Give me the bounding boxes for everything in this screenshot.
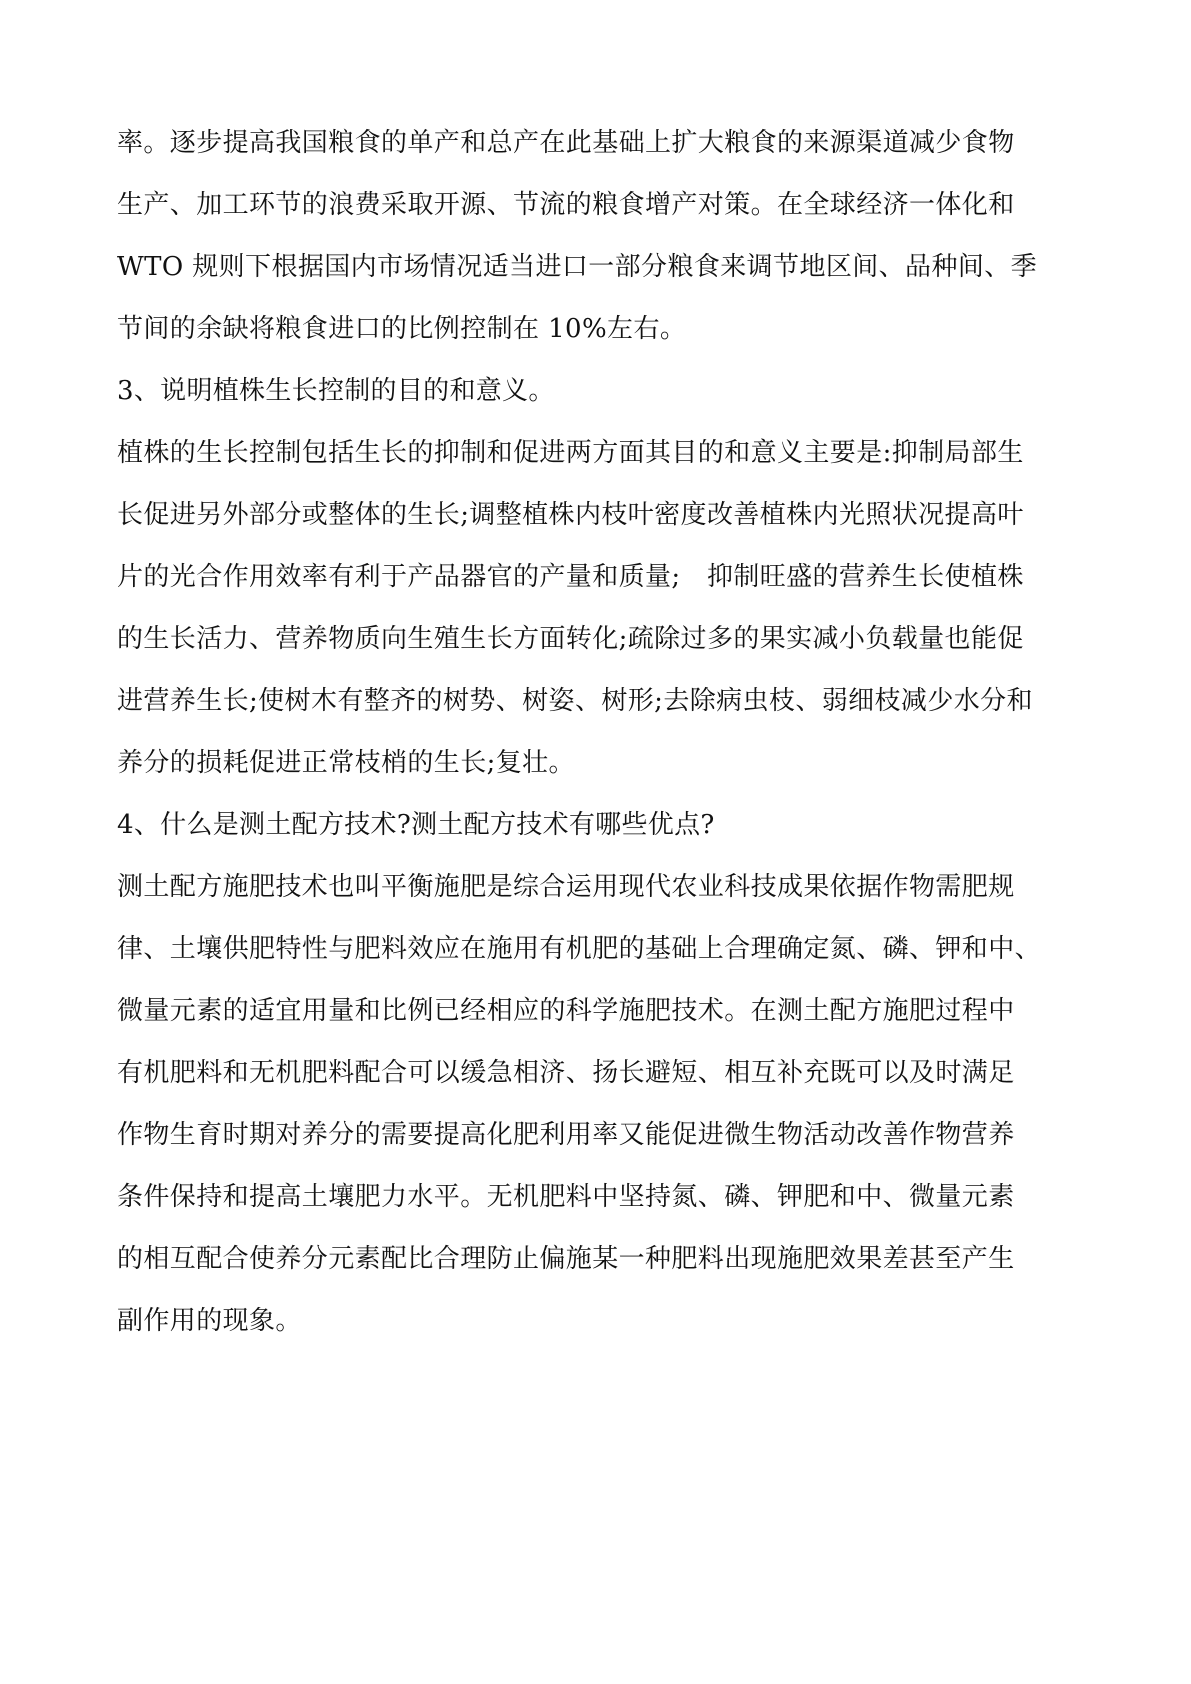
text-line: 测土配方施肥技术也叫平衡施肥是综合运用现代农业科技成果依据作物需肥规	[117, 872, 1015, 902]
text-line: 作物生育时期对养分的需要提高化肥利用率又能促进微生物活动改善作物营养	[117, 1120, 1015, 1150]
text-line: 生产、加工环节的浪费采取开源、节流的粮食增产对策。在全球经济一体化和	[117, 190, 1015, 220]
text-line: 副作用的现象。	[117, 1306, 302, 1336]
question-heading: 3、说明植株生长控制的目的和意义。	[117, 376, 555, 406]
question-heading: 4、什么是测土配方技术?测土配方技术有哪些优点?	[117, 810, 715, 840]
text-line: 片的光合作用效率有利于产品器官的产量和质量; 抑制旺盛的营养生长使植株	[117, 562, 1024, 592]
text-line: 律、土壤供肥特性与肥料效应在施用有机肥的基础上合理确定氮、磷、钾和中、	[117, 934, 1042, 964]
text-line: 节间的余缺将粮食进口的比例控制在 10%左右。	[117, 314, 687, 344]
text-line: 植株的生长控制包括生长的抑制和促进两方面其目的和意义主要是:抑制局部生	[117, 438, 1024, 468]
text-line: WTO 规则下根据国内市场情况适当进口一部分粮食来调节地区间、品种间、季	[117, 252, 1038, 282]
text-line: 微量元素的适宜用量和比例已经相应的科学施肥技术。在测土配方施肥过程中	[117, 996, 1015, 1026]
text-line: 进营养生长;使树木有整齐的树势、树姿、树形;去除病虫枝、弱细枝减少水分和	[117, 686, 1033, 716]
text-line: 有机肥料和无机肥料配合可以缓急相济、扬长避短、相互补充既可以及时满足	[117, 1058, 1015, 1088]
text-line: 长促进另外部分或整体的生长;调整植株内枝叶密度改善植株内光照状况提高叶	[117, 500, 1024, 530]
text-line: 的生长活力、营养物质向生殖生长方面转化;疏除过多的果实减小负载量也能促	[117, 624, 1024, 654]
text-line: 率。逐步提高我国粮食的单产和总产在此基础上扩大粮食的来源渠道减少食物	[117, 128, 1015, 158]
document-body	[117, 112, 1082, 1352]
text-line: 条件保持和提高土壤肥力水平。无机肥料中坚持氮、磷、钾肥和中、微量元素	[117, 1182, 1015, 1212]
text-line: 的相互配合使养分元素配比合理防止偏施某一种肥料出现施肥效果差甚至产生	[117, 1244, 1015, 1274]
text-line: 养分的损耗促进正常枝梢的生长;复壮。	[117, 748, 575, 778]
